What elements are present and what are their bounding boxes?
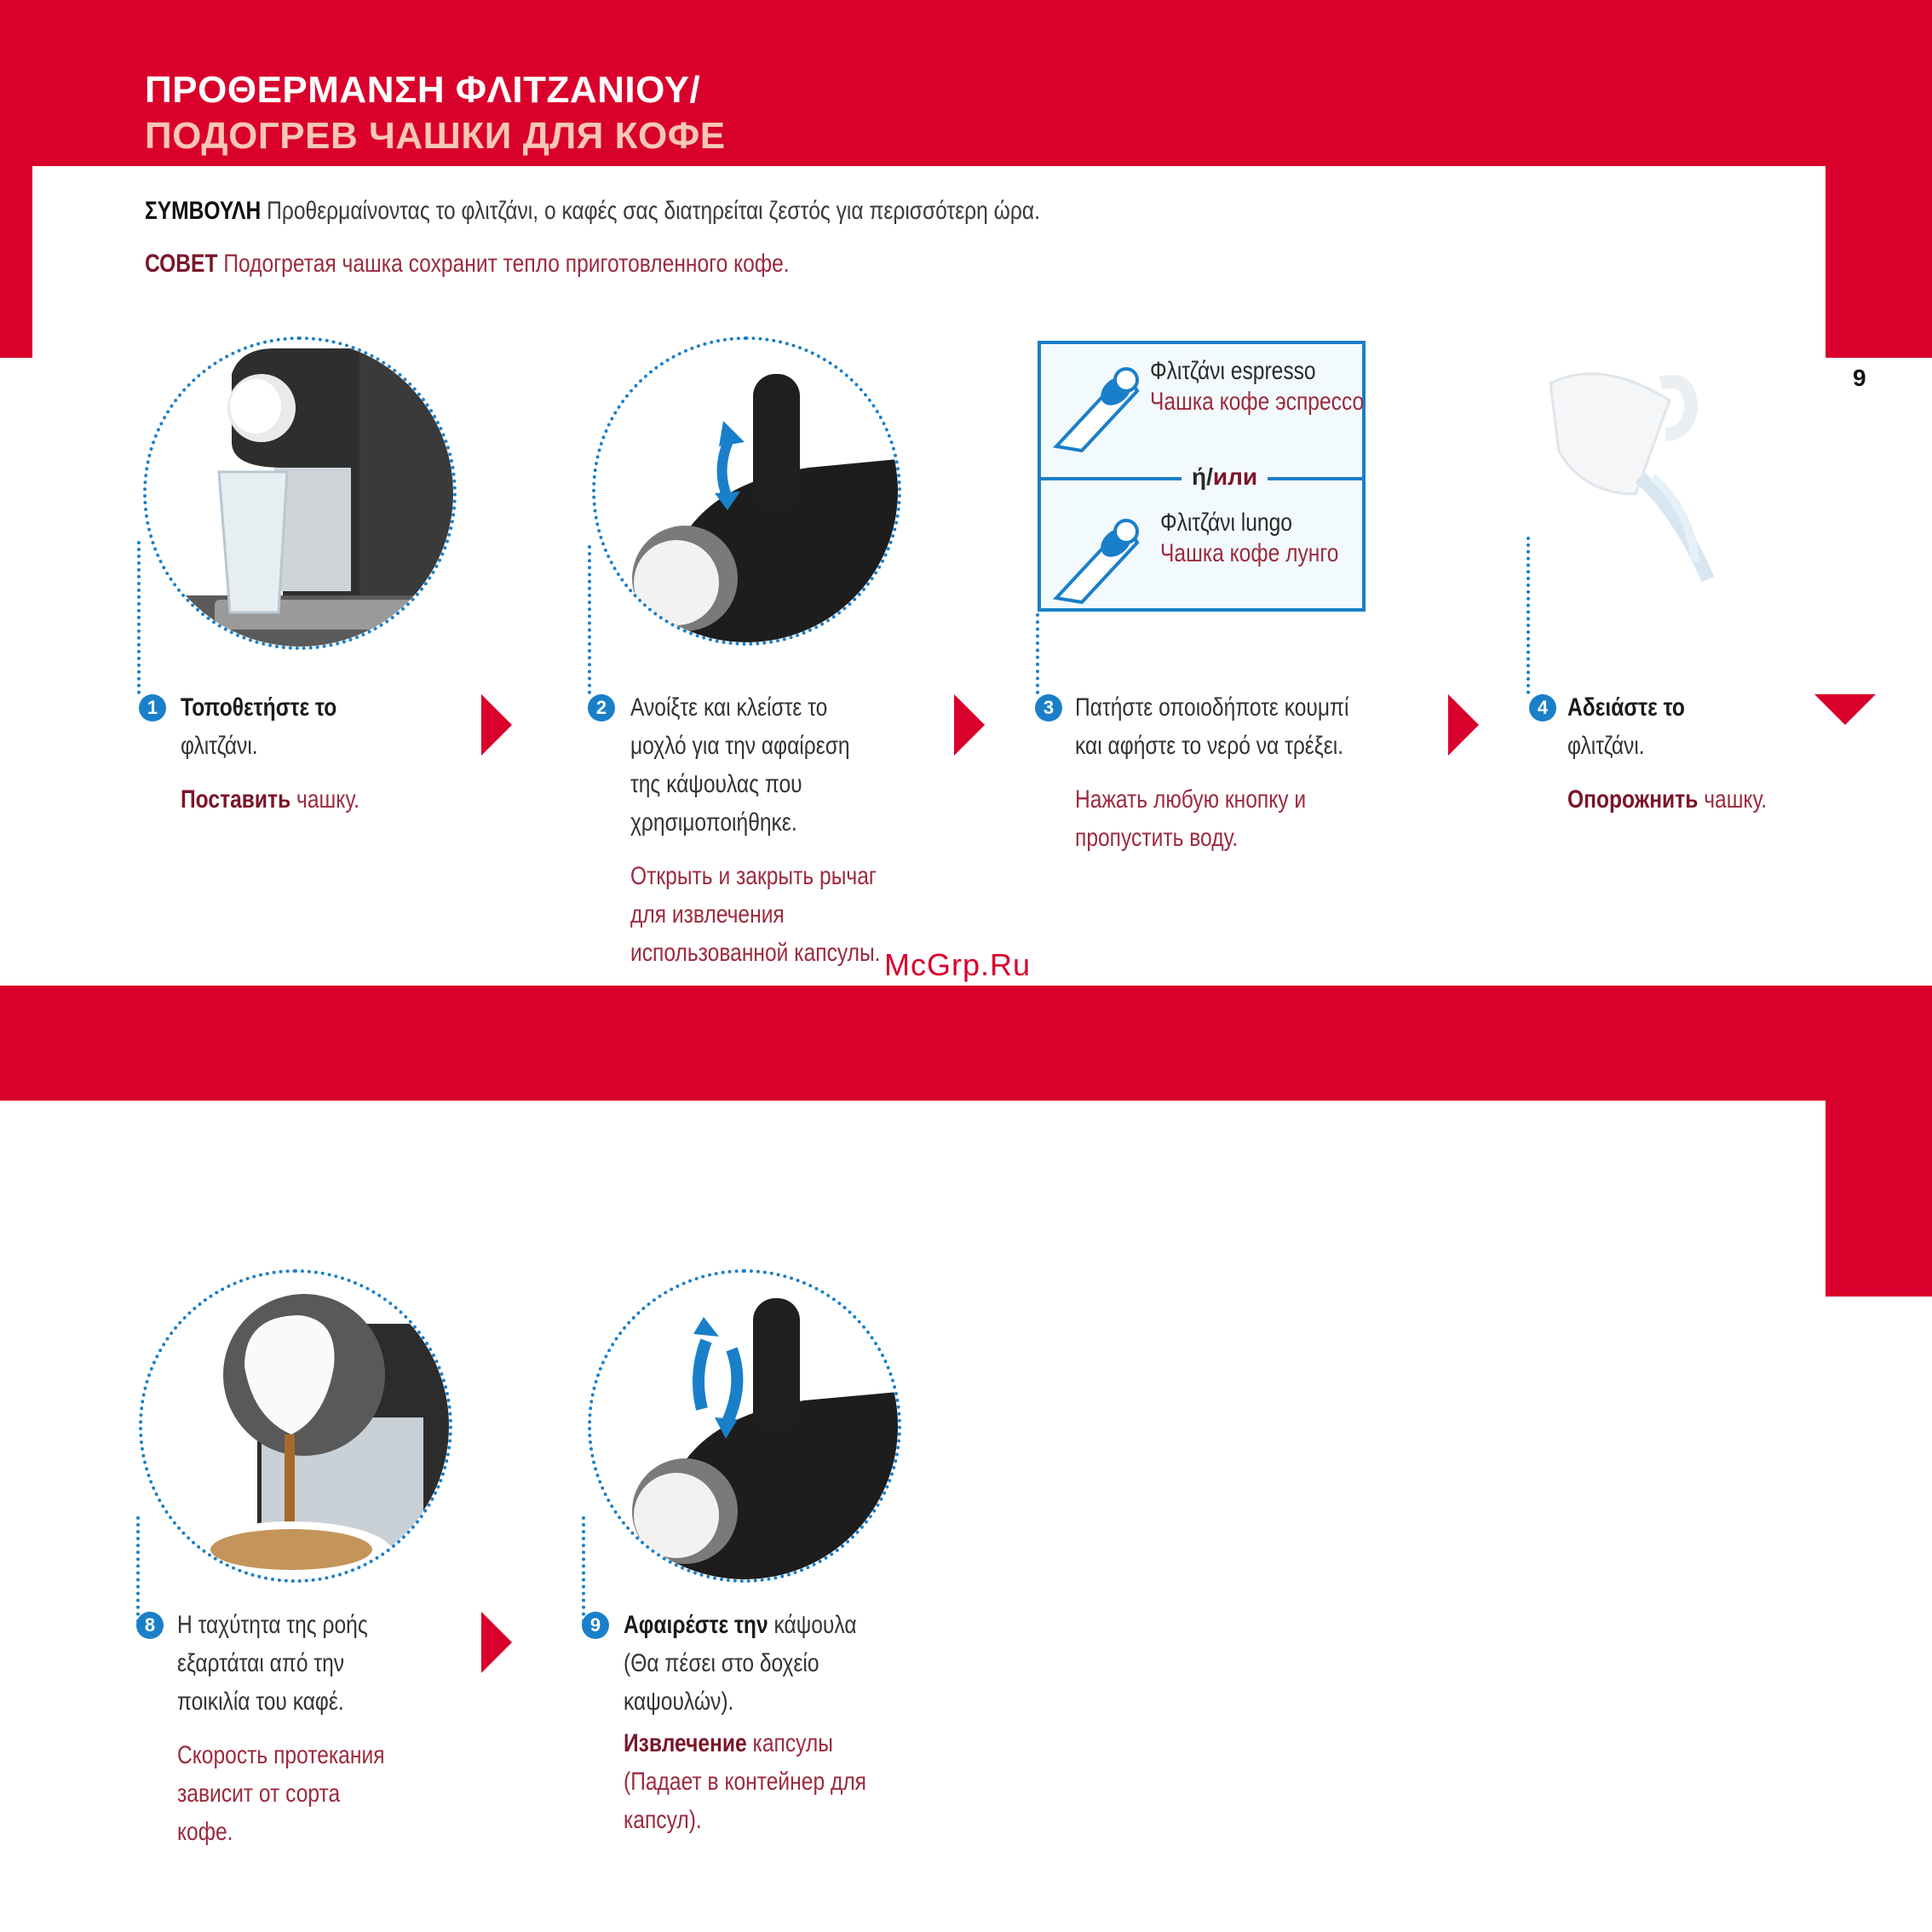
step4-russian-rest: чашку. bbox=[1704, 785, 1768, 814]
step2-illustration bbox=[592, 336, 901, 646]
step8-leader bbox=[136, 1516, 140, 1623]
lungo-label-russian: Чашка кофе лунго bbox=[1160, 539, 1339, 567]
espresso-label-greek: Φλιτζάνι espresso bbox=[1150, 357, 1316, 385]
tip-greek-label: ΣΥΜΒΟΥΛΗ bbox=[145, 197, 262, 225]
step2-text bbox=[630, 688, 882, 972]
middle-red-band bbox=[0, 986, 1932, 1101]
step1-illustration bbox=[143, 336, 457, 650]
lever-open-close-icon bbox=[595, 340, 898, 642]
finger-press-espresso-icon bbox=[1048, 353, 1141, 455]
step1-russian-rest: чашку. bbox=[296, 785, 360, 814]
step4-greek-bold: Αδειάστε το bbox=[1567, 693, 1685, 722]
coffee-machine-with-glass-icon bbox=[147, 340, 453, 647]
watermark: McGrp.Ru bbox=[884, 947, 1032, 982]
step3-russian: Нажать любую кнопку и пропустить воду. bbox=[1075, 785, 1307, 852]
step9-greek-bold: Αφαιρέστε την bbox=[624, 1611, 768, 1639]
right-red-strip bbox=[1826, 166, 1932, 358]
page-title-russian: ПОДОГРЕВ ЧАШКИ ДЛЯ КОФЕ bbox=[145, 115, 726, 157]
right-red-strip-lower bbox=[1826, 1101, 1932, 1297]
step9-leader bbox=[582, 1516, 585, 1623]
lungo-label-greek: Φλιτζάνι lungo bbox=[1160, 509, 1292, 537]
step4-russian-bold: Опорожнить bbox=[1567, 785, 1699, 814]
step2-russian: Открыть и закрыть рычаг для извлечения использованной капсулы. bbox=[630, 862, 881, 967]
step9-illustration bbox=[588, 1269, 901, 1583]
tip-russian bbox=[145, 247, 790, 281]
tip-greek bbox=[145, 194, 1040, 228]
finger-press-lungo-icon bbox=[1048, 504, 1141, 607]
step3-leader bbox=[1036, 613, 1039, 694]
next-arrow-2 bbox=[954, 694, 985, 756]
tip-russian-text: Подогретая чашка сохранит тепло приготовленного кофе. bbox=[223, 250, 790, 278]
empty-cup-icon bbox=[1533, 349, 1729, 588]
step9-russian-bold: Извлечение bbox=[624, 1729, 747, 1757]
step3-greek: Πατήστε οποιοδήποτε κουμπί και αφήστε το νερό να τρέξει. bbox=[1075, 693, 1349, 760]
continue-down-arrow bbox=[1814, 694, 1876, 725]
step1-number: 1 bbox=[139, 694, 166, 722]
step3-text bbox=[1075, 688, 1354, 857]
step1-greek-bold: Τοποθετήστε το bbox=[181, 693, 337, 722]
step1-russian-bold: Поставить bbox=[181, 785, 291, 814]
or-greek: ή/ bbox=[1192, 463, 1213, 490]
coffee-pouring-icon bbox=[142, 1273, 449, 1579]
next-arrow-3 bbox=[1448, 694, 1479, 756]
next-arrow-1 bbox=[481, 694, 512, 756]
step4-greek-rest: φλιτζάνι. bbox=[1567, 732, 1645, 760]
step8-number: 8 bbox=[136, 1612, 164, 1639]
next-arrow-8 bbox=[481, 1612, 512, 1673]
step9-number: 9 bbox=[582, 1612, 609, 1639]
step2-number: 2 bbox=[588, 694, 615, 722]
step1-text bbox=[181, 688, 411, 819]
step4-text bbox=[1567, 688, 1777, 819]
button-choice-box bbox=[1038, 341, 1366, 612]
step4-number: 4 bbox=[1529, 694, 1556, 722]
step2-greek: Ανοίξτε και κλείστε το μοχλό για την αφαίρεση της κάψουλας που χρησιμοποιήθηκε. bbox=[630, 693, 850, 837]
step1-leader bbox=[137, 541, 141, 694]
step3-number: 3 bbox=[1035, 694, 1062, 722]
step8-greek: Η ταχύτητα της ροής εξαρτάται από την ποικιλία του καφέ. bbox=[177, 1611, 368, 1716]
tip-greek-text: Προθερμαίνοντας το φλιτζάνι, ο καφές σας διατηρείται ζεστός για περισσότερη ώρα. bbox=[267, 197, 1040, 225]
step9-text bbox=[624, 1606, 875, 1839]
step8-russian: Скорость протекания зависит от сорта кофе. bbox=[177, 1741, 385, 1846]
or-label bbox=[1182, 460, 1268, 494]
step8-text bbox=[177, 1606, 387, 1851]
capsule-eject-icon bbox=[591, 1273, 898, 1579]
or-russian: или bbox=[1212, 463, 1258, 490]
tip-russian-label: СОВЕТ bbox=[145, 250, 218, 278]
espresso-label-russian: Чашка кофе эспрессо bbox=[1150, 388, 1365, 416]
step9-russian-rest: капсулы (Падает в контейнер для капсул). bbox=[624, 1729, 867, 1834]
step1-greek-rest: φλιτζάνι. bbox=[181, 732, 258, 760]
page-number: 9 bbox=[1853, 365, 1866, 391]
page-title-greek: ΠΡΟΘΕΡΜΑΝΣΗ ΦΛΙΤΖΑΝΙΟΥ/ bbox=[145, 69, 701, 111]
step2-leader bbox=[588, 545, 591, 694]
step4-leader bbox=[1527, 537, 1530, 694]
step8-illustration bbox=[139, 1269, 452, 1583]
left-red-strip bbox=[0, 166, 32, 358]
step9-greek-rest: κάψουλα (Θα πέσει στο δοχείο καψουλών). bbox=[624, 1611, 857, 1716]
